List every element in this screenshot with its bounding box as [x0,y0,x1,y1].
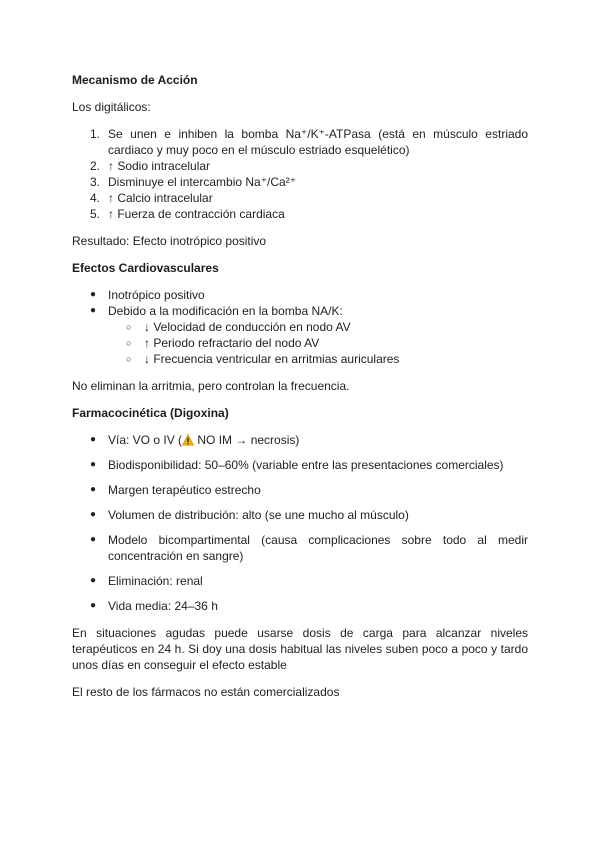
cardio-effects-list [72,287,528,367]
list-item: ● Vía: VO o IV ( NO IM → necrosis) [90,433,300,447]
list-item: ● Modelo bicompartimental (causa complicaciones sobre todo al medir concentración en sangre) [90,533,528,563]
bullet-icon: ● [90,484,97,495]
section-title-pharmacokinetics: Farmacocinética (Digoxina) [72,406,229,420]
document-body [72,72,528,700]
list-item: ● Eliminación: renal [90,574,203,588]
list-item: ● Margen terapéutico estrecho [90,483,261,497]
bullet-icon: ● [90,289,97,300]
list-item: ● Debido a la modificación en la bomba NA/K: ○ ↓ Velocidad de conducción en nodo AV ○ ↑ Periodo refractario del nodo AV ○ ↓ Frecuencia ventricular en arritmias auriculares [72,303,528,367]
section-title-cardiovascular: Efectos Cardiovasculares [72,261,219,275]
paragraph-other-drugs: El resto de los fármacos no están comercializados [72,685,340,699]
sub-list-item: ○ ↑ Periodo refractario del nodo AV [126,336,320,350]
bullet-icon: ● [90,509,97,520]
pharmacokinetics-list [72,432,528,614]
bullet-icon: ● [90,575,97,586]
bullet-icon: ● [90,534,97,545]
warning-icon [182,434,194,446]
list-item: 5. ↑ Fuerza de contracción cardiaca [90,207,285,221]
list-item: ● Biodisponibilidad: 50–60% (variable entre las presentaciones comerciales) [90,458,504,472]
sub-list-item: ○ ↓ Velocidad de conducción en nodo AV [126,320,351,334]
list-item: 4. ↑ Calcio intracelular [90,191,213,205]
list-item: 2. ↑ Sodio intracelular [90,159,211,173]
bullet-icon: ● [90,305,97,316]
hollow-bullet-icon: ○ [126,354,132,364]
bullet-icon: ● [90,459,97,470]
bullet-icon: ● [90,434,97,445]
hollow-bullet-icon: ○ [126,322,132,332]
list-item: ● Volumen de distribución: alto (se une mucho al músculo) [90,508,409,522]
list-item: 3. Disminuye el intercambio Na⁺/Ca²⁺ [90,175,297,189]
list-item: ● Vida media: 24–36 h [90,599,218,613]
paragraph-loading-dose: En situaciones agudas puede usarse dosis de carga para alcanzar niveles terapéuticos en 24 h. Si doy una dosis habitual las niveles suben poco a poco y tardo unos días en conseguir el efecto estable [72,626,528,672]
sub-list [108,319,528,367]
intro-text: Los digitálicos: [72,100,151,114]
result-text: Resultado: Efecto inotrópico positivo [72,234,267,248]
bullet-icon: ● [90,600,97,611]
hollow-bullet-icon: ○ [126,338,132,348]
note-text: No eliminan la arritmia, pero controlan la frecuencia. [72,379,350,393]
list-item: 1. Se unen e inhiben la bomba Na⁺/K⁺-ATPasa (está en músculo estriado cardiaco y muy poco en el músculo estriado esquelético) [90,127,528,157]
section-title-mechanism: Mecanismo de Acción [72,73,198,87]
sub-list-item: ○ ↓ Frecuencia ventricular en arritmias auriculares [126,352,400,366]
list-item: ● Inotrópico positivo [90,288,205,302]
mechanism-steps-list [72,126,528,222]
